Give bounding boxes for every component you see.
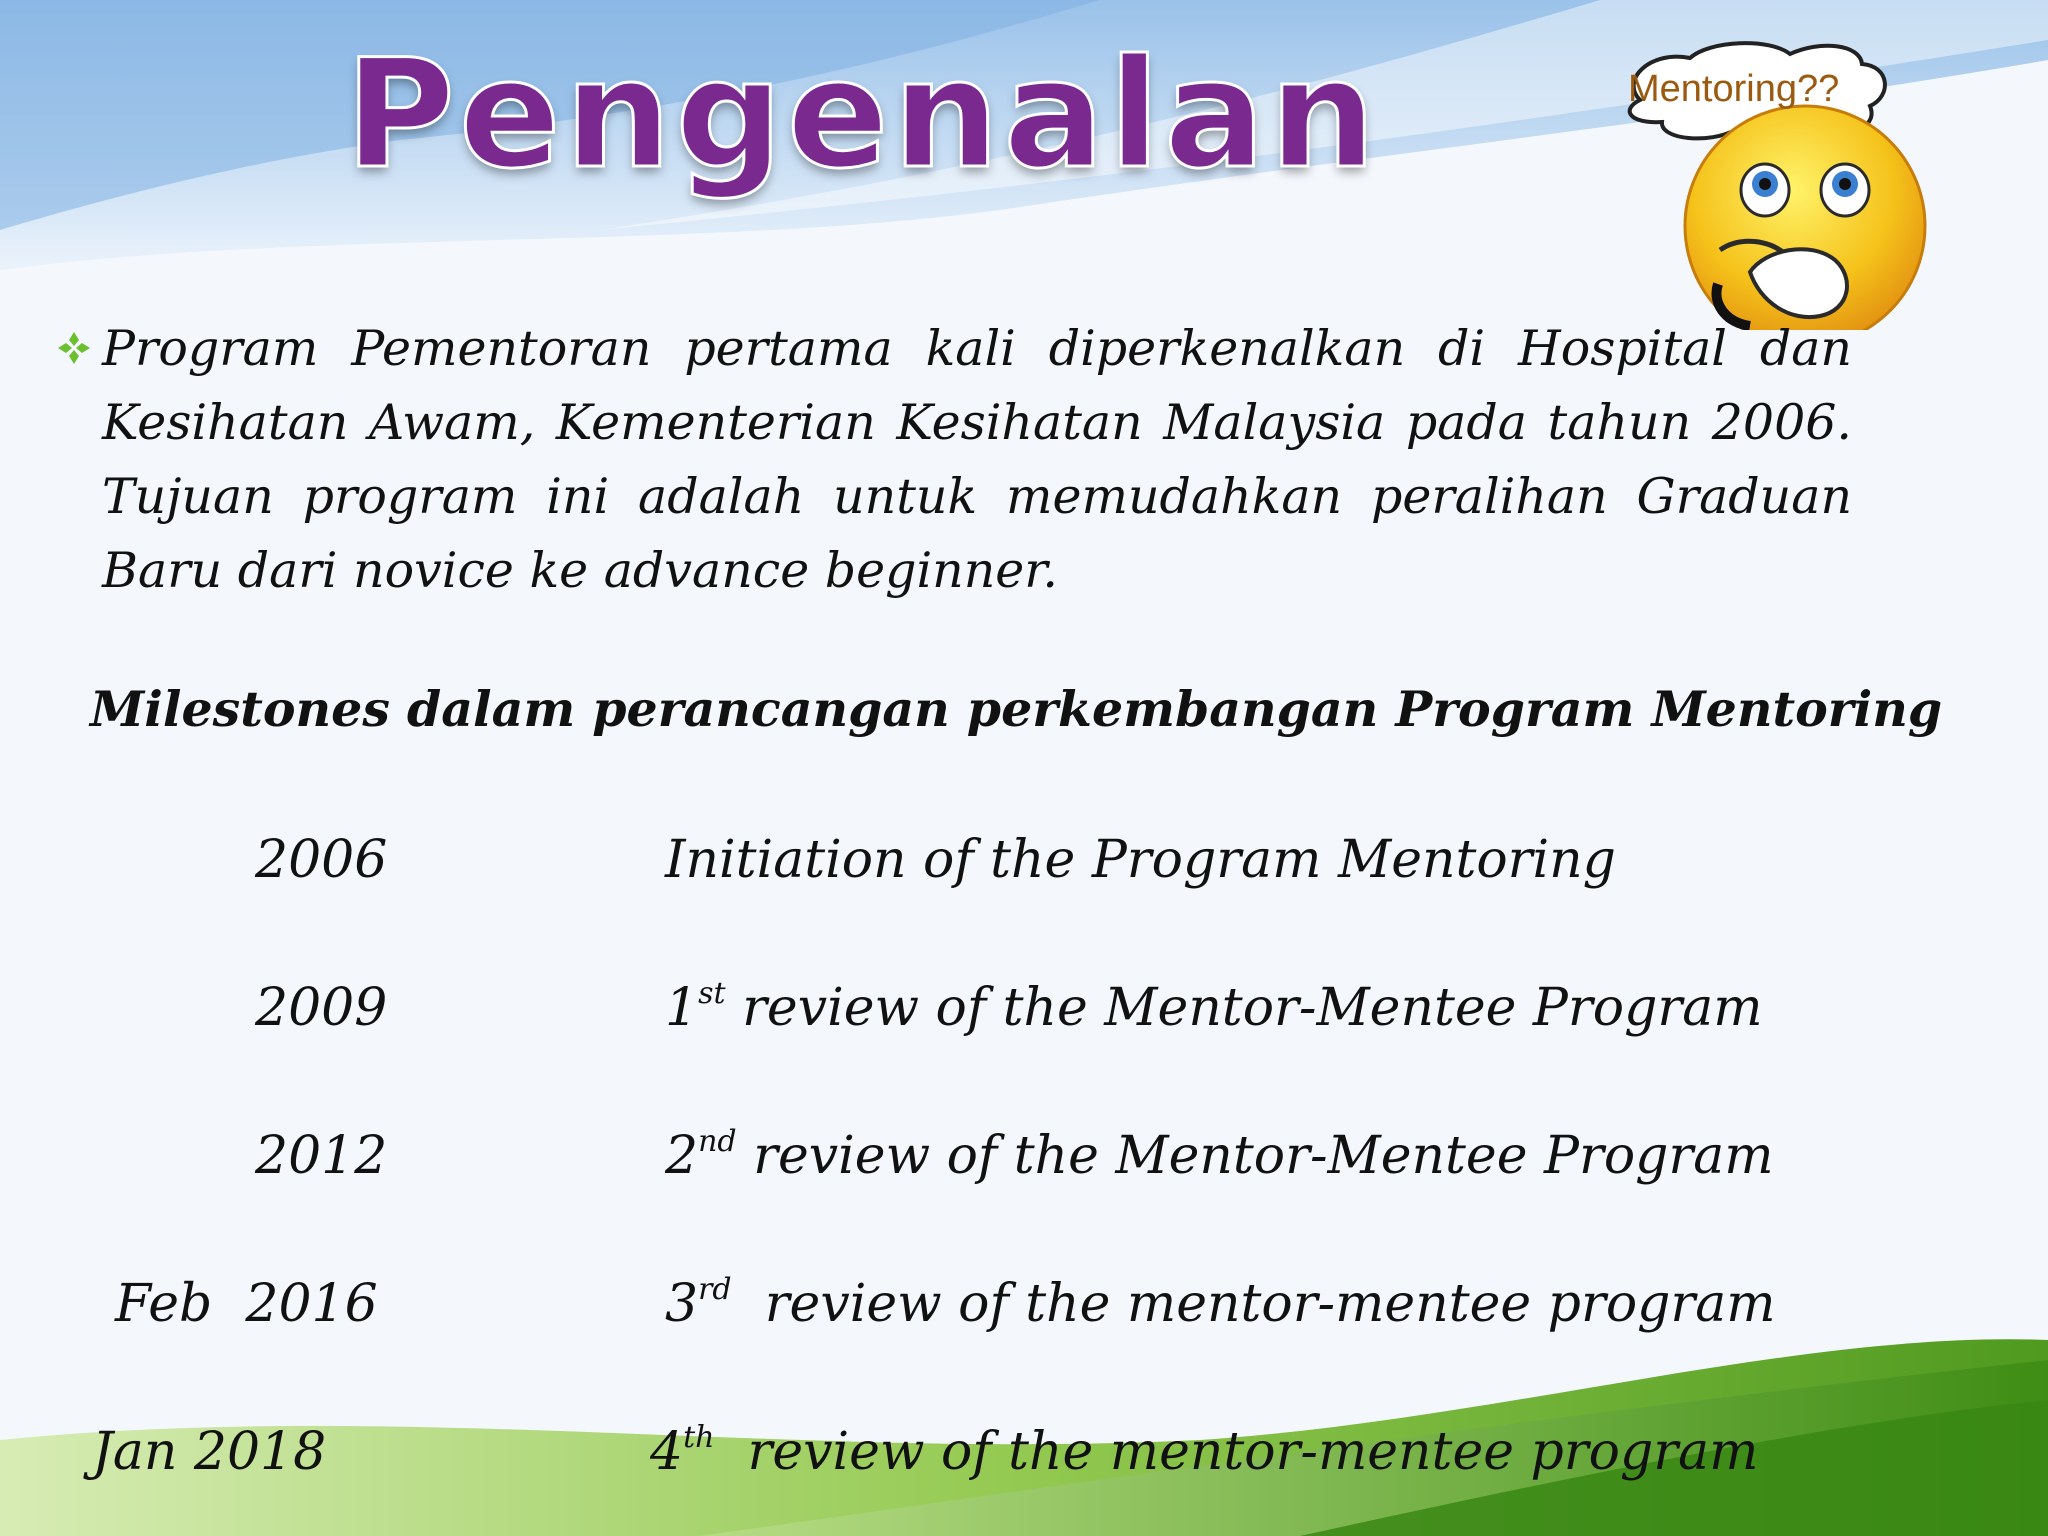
milestone-ordinal: 4 (650, 1422, 684, 1482)
milestone-year: 2009 (255, 978, 388, 1038)
milestone-ordinal-suffix: nd (698, 1124, 737, 1159)
milestone-text: review of the mentor-mentee program (714, 1422, 1759, 1482)
milestone-ordinal: 3 (665, 1274, 699, 1334)
milestone-year: Jan 2018 (92, 1422, 327, 1482)
milestone-row (0, 1126, 2048, 1206)
thought-bubble-text: Mentoring?? (1628, 68, 1840, 110)
milestone-ordinal-suffix: rd (698, 1272, 732, 1307)
milestone-description (665, 978, 1763, 1038)
milestone-ordinal: 2 (665, 1126, 699, 1186)
milestone-text: review of the mentor-mentee program (731, 1274, 1776, 1334)
milestone-row (0, 830, 2048, 910)
milestone-ordinal-suffix: th (683, 1420, 715, 1455)
milestone-year: 2006 (255, 830, 388, 890)
milestone-text: Initiation of the Program Mentoring (665, 830, 1616, 890)
milestone-text: review of the Mentor-Mentee Program (736, 1126, 1774, 1186)
page-title: Pengenalan (345, 28, 1380, 202)
diamond-bullet-icon (56, 330, 92, 366)
milestone-row (0, 978, 2048, 1058)
milestone-description (665, 1274, 1776, 1334)
milestones-heading: Milestones dalam perancangan perkembangan Program Mentoring (90, 680, 1943, 738)
milestone-text: review of the Mentor-Mentee Program (725, 978, 1763, 1038)
milestone-ordinal-suffix: st (698, 976, 726, 1011)
milestone-year: Feb 2016 (115, 1274, 378, 1334)
milestone-year: 2012 (255, 1126, 388, 1186)
milestone-ordinal: 1 (665, 978, 699, 1038)
milestone-description (650, 1422, 1758, 1482)
milestone-row (0, 1274, 2048, 1354)
milestone-description (665, 1126, 1774, 1186)
milestone-row (0, 1422, 2048, 1502)
milestone-description (665, 830, 1616, 890)
intro-paragraph: Program Pementoran pertama kali diperkenalkan di Hospital dan Kesihatan Awam, Kementerian Kesihatan Malaysia pada tahun 2006. Tujuan program ini adalah untuk memudahkan peralihan Graduan Baru dari novice ke advance beginner. (102, 320, 1852, 599)
